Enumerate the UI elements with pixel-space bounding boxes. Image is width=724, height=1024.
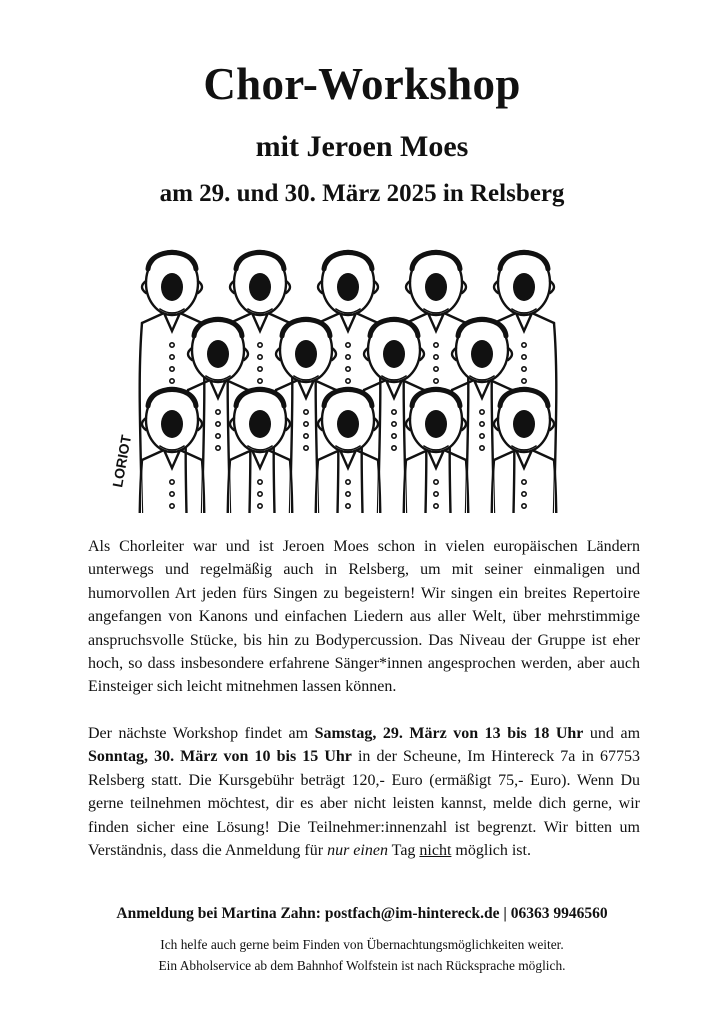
- singer-figure: [228, 388, 293, 513]
- sunday-time: Sonntag, 30. März von 10 bis 15 Uhr: [88, 748, 352, 766]
- pickup-note: Ein Abholservice ab dem Bahnhof Wolfstein ist nach Rücksprache möglich.: [158, 958, 566, 973]
- singer-figure: [404, 388, 469, 513]
- saturday-time: Samstag, 29. März von 13 bis 18 Uhr: [314, 725, 584, 742]
- singer-figure: [404, 251, 469, 513]
- page-subtitle: mit Jeroen Moes: [255, 130, 469, 163]
- accommodation-note: Ich helfe auch gerne beim Finden von Übernachtungsmöglichkeiten weiter.: [160, 937, 564, 952]
- singer-figure: [316, 388, 381, 513]
- singer-figure: [140, 388, 205, 513]
- singer-figure: [316, 251, 381, 513]
- singer-figure: [140, 251, 205, 513]
- schedule-paragraph: Der nächste Workshop findet am Samstag, 29. März von 13 bis 18 Uhr und am Sonntag, 30. März von 10 bis 15 Uhr in der Scheune, Im Hintereck 7a in 67753 Relsberg statt. Die Kursgebühr beträgt 120,- Euro (ermäßigt 75,- Euro). Wenn Du gerne teilnehmen möchtest, dir es aber nicht leisten kannst, melde dich gerne, wir finden sicher eine Lösung! Die Teilnehmer:innenzahl ist begrenzt. Wir bitten um Verständnis, dass die Anmeldung für nur einen Tag nicht möglich ist.: [88, 725, 641, 860]
- singer-figure: [228, 251, 293, 513]
- page-title: Chor-Workshop: [203, 59, 521, 109]
- registration-contact: Anmeldung bei Martina Zahn: postfach@im-hintereck.de | 06363 9946560: [116, 905, 608, 922]
- choir-singers-illustration: [100, 238, 600, 513]
- singer-figure: [492, 251, 557, 513]
- singer-figure: [492, 388, 557, 513]
- event-date: am 29. und 30. März 2025 in Relsberg: [159, 180, 565, 207]
- emphasis-not: nicht: [419, 842, 452, 860]
- intro-paragraph: Als Chorleiter war und ist Jeroen Moes schon in vielen europäischen Ländern unterwegs und regelmäßig auch in Relsberg, um mit seiner einmaligen und humorvollen Art jeden fürs Singen zu begeistern! Wir singen ein breites Repertoire angefangen von Kanons und einfachen Liedern aus aller Welt, über mehrstimmige anspruchsvolle Stücke, bis hin zu Bodypercussion. Das Niveau der Gruppe ist eher hoch, so dass insbesondere erfahrene Sänger*innen angesprochen werden, aber auch Einsteiger sich leicht mitnehmen lassen können.: [88, 538, 640, 696]
- emphasis-one-day: nur einen: [327, 842, 388, 860]
- artist-signature: LORIOT: [109, 433, 135, 489]
